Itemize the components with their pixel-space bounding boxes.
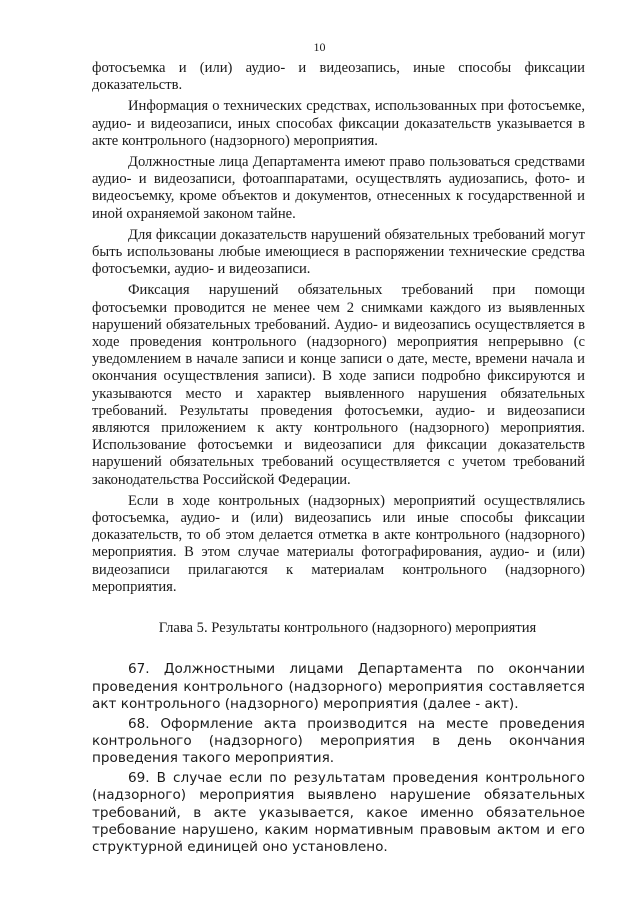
paragraph-item-68: 68. Оформление акта производится на месте проведения контрольного (надзорного) мероприятия в день окончания проведения такого мероприятия. <box>92 715 585 767</box>
page-number: 10 <box>313 40 326 54</box>
paragraph-fixation-means: Для фиксации доказательств нарушений обязательных требований могут быть использованы любые имеющиеся в распоряжении технические средства фотосъемки, аудио- и видеозаписи. <box>92 226 585 278</box>
paragraph-officials-rights: Должностные лица Департамента имеют право пользоваться средствами аудио- и видеозаписи, фотоаппаратами, осуществлять аудиозапись, фото- и видеосъемку, кроме объектов и документов, отнесенных к государственной и иной охраняемой законом тайне. <box>92 154 585 222</box>
chapter-heading: Глава 5. Результаты контрольного (надзорного) мероприятия <box>158 620 537 637</box>
paragraph-technical-means: Информация о технических средствах, использованных при фотосъемке, аудио- и видеозаписи, иных способах фиксации доказательств указывается в акте контрольного (надзорного) мероприятия. <box>92 98 585 149</box>
paragraph-continuation: фотосъемка и (или) аудио- и видеозапись, иные способы фиксации доказательств. <box>92 60 585 94</box>
paragraph-item-67: 67. Должностными лицами Департамента по окончании проведения контрольного (надзорного) мероприятия составляется акт контрольного (надзорного) мероприятия (далее - акт). <box>92 661 585 713</box>
paragraph-fixation-procedure: Фиксация нарушений обязательных требований при помощи фотосъемки проводится не менее чем 2 снимками каждого из выявленных нарушений обязательных требований. Аудио- и видеозапись осуществляется в ходе проведения контрольного (надзорного) мероприятия непрерывно (с уведомлением в начале записи и конце записи о дате, месте, времени начала и окончания осуществления записи). В ходе записи подробно фиксируются и указываются место и характер выявленного нарушения обязательных требований. Результаты проведения фотосъемки, аудио- и видеозаписи являются приложением к акту контрольного (надзорного) мероприятия. Использование фотосъемки и видеозаписи для фиксации доказательств нарушений обязательных требований осуществляется с учетом требований законодательства Российской Федерации. <box>92 282 585 488</box>
paragraph-fixation-note: Если в ходе контрольных (надзорных) мероприятий осуществлялись фотосъемка, аудио- и (или) видеозапись или иные способы фиксации доказательств, то об этом делается отметка в акте контрольного (надзорного) мероприятия. В этом случае материалы фотографирования, аудио- и (или) видеозаписи прилагаются к материалам контрольного (надзорного) мероприятия. <box>92 492 585 595</box>
paragraph-item-69: 69. В случае если по результатам проведения контрольного (надзорного) мероприятия выявлено нарушение обязательных требований, в акте указывается, какое именно обязательное требование нарушено, каким нормативным правовым актом и его структурной единицей оно установлено. <box>92 769 585 856</box>
section-results <box>92 661 585 856</box>
document-body <box>92 60 585 859</box>
